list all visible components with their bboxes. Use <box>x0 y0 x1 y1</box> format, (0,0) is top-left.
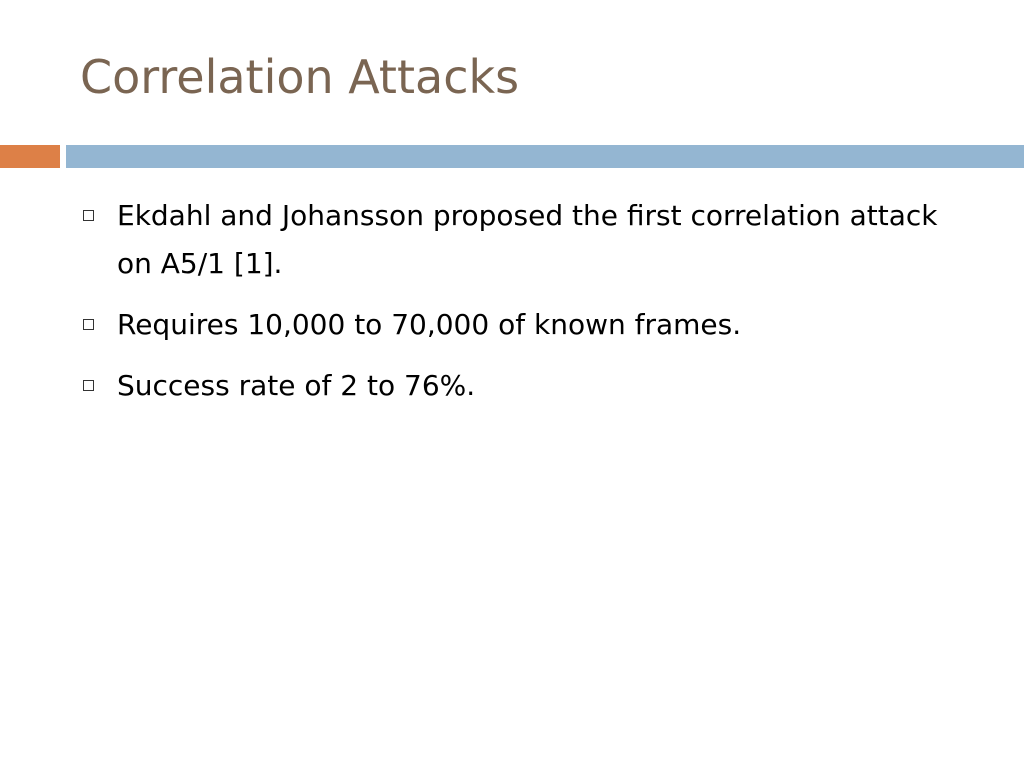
title-rule-orange <box>0 145 60 168</box>
bullet-list <box>80 192 980 423</box>
title-rule-blue <box>66 145 1024 168</box>
bullet-text: Ekdahl and Johansson proposed the first correlation attack on A5/1 [1]. <box>117 199 938 280</box>
bullet-item <box>80 192 980 288</box>
bullet-item <box>80 362 980 410</box>
bullet-text: Success rate of 2 to 76%. <box>117 369 476 402</box>
bullet-item <box>80 301 980 349</box>
hollow-square-icon <box>83 380 94 391</box>
hollow-square-icon <box>83 210 94 221</box>
bullet-text: Requires 10,000 to 70,000 of known frames. <box>117 308 742 341</box>
hollow-square-icon <box>83 319 94 330</box>
slide-title: Correlation Attacks <box>80 50 520 104</box>
